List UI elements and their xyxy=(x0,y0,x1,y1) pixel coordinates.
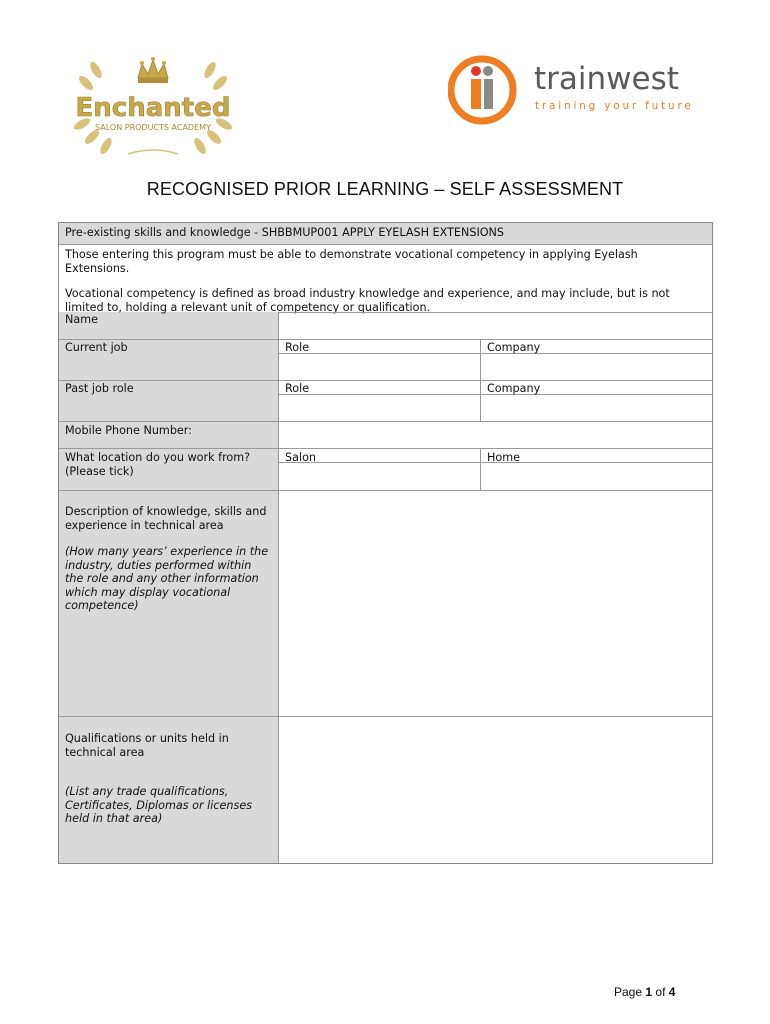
qualifications-field[interactable] xyxy=(279,717,711,863)
past-company-field[interactable] xyxy=(481,395,711,421)
past-role-label: Role xyxy=(285,382,310,395)
page-prefix: Page xyxy=(614,985,643,999)
current-role-field[interactable] xyxy=(279,354,480,380)
intro-paragraph-1: Those entering this program must be able to demonstrate vocational competency in applying Eyelash Extensions. xyxy=(65,248,638,275)
mobile-field[interactable] xyxy=(279,422,711,448)
header-row-text: Pre-existing skills and knowledge - SHBBMUP001 APPLY EYELASH EXTENSIONS xyxy=(65,226,505,239)
row-divider xyxy=(59,339,712,340)
current-role-label: Role xyxy=(285,341,310,354)
intro-paragraph-2: Vocational competency is defined as broad industry knowledge and experience, and may include, but is not limited to, holding a relevant unit of competency or qualification. xyxy=(65,287,670,314)
page-number xyxy=(614,985,675,999)
trainwest-tagline: training your future xyxy=(535,100,694,112)
page-total: 4 xyxy=(668,985,676,999)
salon-tick-box[interactable] xyxy=(279,463,480,490)
crown-icon xyxy=(138,57,168,83)
salon-label: Salon xyxy=(285,451,317,464)
qualifications-label: Qualifications or units held in technical area xyxy=(65,732,229,759)
qualifications-hint: (List any trade qualifications, Certificates, Diplomas or licenses held in that area) xyxy=(65,785,253,825)
description-hint: (How many years’ experience in the industry, duties performed within the role and any other information which may display vocational competence) xyxy=(65,545,269,612)
current-company-field[interactable] xyxy=(481,354,711,380)
trainwest-brand: trainwest xyxy=(534,61,679,97)
page-separator: of xyxy=(655,985,666,999)
current-job-label: Current job xyxy=(65,341,128,354)
enchanted-brand: Enchanted xyxy=(75,93,231,123)
page-current: 1 xyxy=(645,985,653,999)
current-company-label: Company xyxy=(487,341,541,354)
location-label xyxy=(65,451,275,478)
row-divider xyxy=(59,380,712,381)
past-company-label: Company xyxy=(487,382,541,395)
mobile-label: Mobile Phone Number: xyxy=(65,424,192,437)
row-divider xyxy=(59,244,712,245)
enchanted-logo xyxy=(58,50,248,162)
self-assessment-form xyxy=(58,222,713,864)
name-field[interactable] xyxy=(279,313,711,339)
description-field[interactable] xyxy=(279,491,711,716)
row-divider xyxy=(59,448,712,449)
home-tick-box[interactable] xyxy=(481,463,711,490)
past-role-field[interactable] xyxy=(279,395,480,421)
home-label: Home xyxy=(487,451,521,464)
location-tick-hint: (Please tick) xyxy=(65,464,134,478)
trainwest-mark-icon xyxy=(451,59,513,121)
description-label: Description of knowledge, skills and experience in technical area xyxy=(65,505,267,532)
location-question: What location do you work from? xyxy=(65,451,251,464)
past-job-label: Past job role xyxy=(65,382,134,395)
name-label: Name xyxy=(65,313,99,326)
trainwest-logo xyxy=(448,54,718,126)
document-title: RECOGNISED PRIOR LEARNING – SELF ASSESSMENT xyxy=(146,179,624,199)
enchanted-tagline: SALON PRODUCTS ACADEMY xyxy=(95,123,211,132)
